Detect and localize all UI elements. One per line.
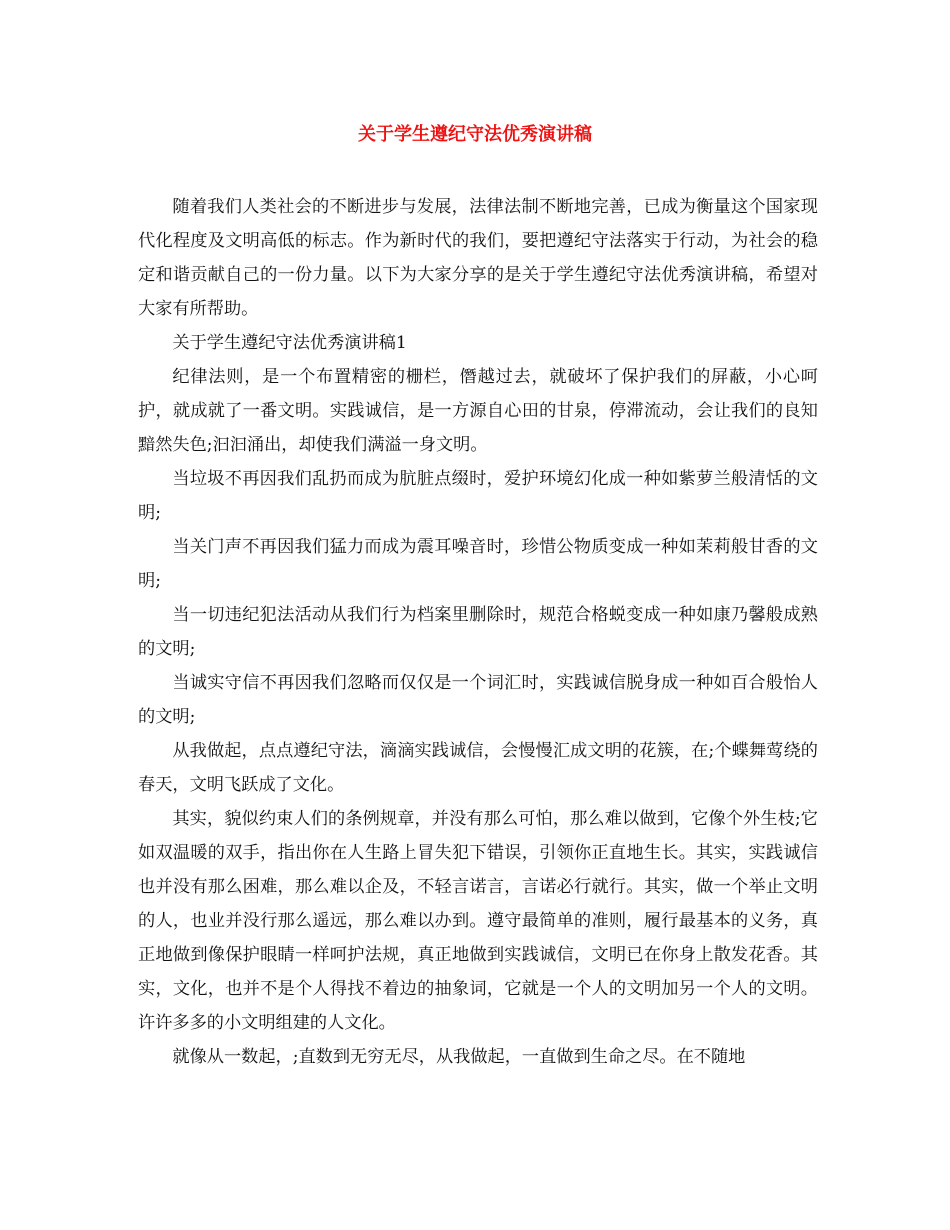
section-heading: 关于学生遵纪守法优秀演讲稿1 xyxy=(172,333,407,353)
paragraph: 纪律法则，是一个布置精密的栅栏，僭越过去，就破坏了保护我们的屏蔽，小心呵护，就成就了一番文明。实践诚信，是一方源自心田的甘泉，停滞流动，会让我们的良知黯然失色;汩汩涌出，却使我们满溢一身文明。 xyxy=(138,367,818,455)
document-body xyxy=(138,190,818,1074)
paragraph: 就像从一数起，;直数到无穷无尽，从我做起，一直做到生命之尽。在不随地 xyxy=(172,1047,746,1067)
paragraph-intro: 随着我们人类社会的不断进步与发展，法律法制不断地完善，已成为衡量这个国家现代化程度及文明高低的标志。作为新时代的我们，要把遵纪守法落实于行动，为社会的稳定和谐贡献自己的一份力量。以下为大家分享的是关于学生遵纪守法优秀演讲稿，希望对大家有所帮助。 xyxy=(138,197,818,319)
paragraph: 其实，貌似约束人们的条例规章，并没有那么可怕，那么难以做到，它像个外生枝;它如双温暖的双手，指出你在人生路上冒失犯下错误，引领你正直地生长。其实，实践诚信也并没有那么困难，那么难以企及，不轻言诺言，言诺必行就行。其实，做一个举止文明的人，也业并没行那么遥远，那么难以办到。遵守最简单的准则，履行最基本的义务，真正地做到像保护眼睛一样呵护法规，真正地做到实践诚信，文明已在你身上散发花香。其实，文化，也并不是个人得找不着边的抽象词，它就是一个人的文明加另一个人的文明。许许多多的小文明组建的人文化。 xyxy=(138,809,818,1033)
paragraph: 当一切违纪犯法活动从我们行为档案里删除时，规范合格蜕变成一种如康乃馨般成熟的文明; xyxy=(138,605,818,659)
paragraph: 从我做起，点点遵纪守法，滴滴实践诚信，会慢慢汇成文明的花簇，在;个蝶舞莺绕的春天，文明飞跃成了文化。 xyxy=(138,741,818,795)
document-title: 关于学生遵纪守法优秀演讲稿 xyxy=(358,124,592,145)
paragraph: 当垃圾不再因我们乱扔而成为肮脏点缀时，爱护环境幻化成一种如紫萝兰般清恬的文明; xyxy=(138,469,818,523)
paragraph: 当关门声不再因我们猛力而成为震耳噪音时，珍惜公物质变成一种如茉莉般甘香的文明; xyxy=(138,537,818,591)
paragraph: 当诚实守信不再因我们忽略而仅仅是一个词汇时，实践诚信脱身成一种如百合般怡人的文明; xyxy=(138,673,818,727)
